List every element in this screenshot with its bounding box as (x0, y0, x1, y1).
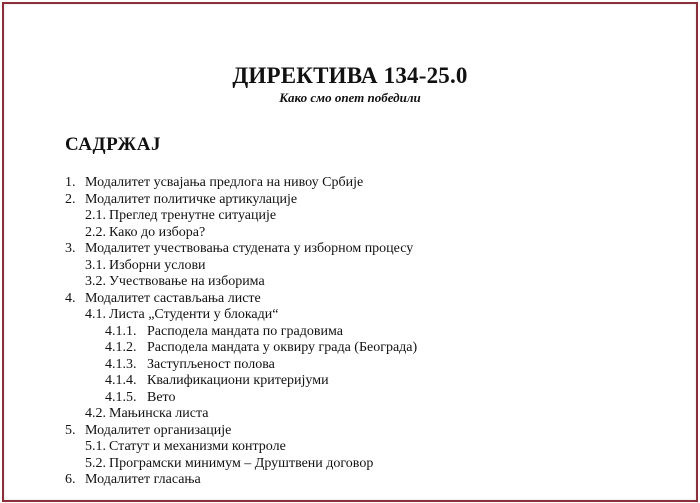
document-subtitle: Како смо опет победили (279, 90, 421, 105)
toc-item[interactable] (4, 307, 696, 324)
document-title: ДИРЕКТИВА 134-25.0 (232, 63, 468, 88)
toc-item[interactable] (4, 406, 696, 423)
toc-item[interactable] (4, 439, 696, 456)
toc-item-text: Како до избора? (109, 224, 206, 240)
toc-item-number: 4.1.5. (105, 389, 137, 405)
table-of-contents (4, 175, 696, 489)
toc-item-text: Модалитет политичке артикулације (85, 191, 298, 207)
toc-item-text: Расподела мандата по градовима (147, 323, 343, 339)
toc-item-number: 5.1. (85, 439, 106, 454)
toc-item-number: 4.1.1. (105, 323, 137, 339)
toc-item-number: 4.1.2. (105, 340, 137, 355)
toc-item-number: 3.1. (85, 257, 106, 273)
toc-item-number: 4.1.3. (105, 356, 137, 372)
toc-item-text: Модалитет усвајања предлога на нивоу Србије (85, 175, 364, 190)
toc-item[interactable] (4, 274, 696, 291)
toc-item-text: Програмски минимум – Друштвени договор (109, 455, 374, 471)
toc-item-number: 2. (65, 191, 76, 207)
toc-item[interactable] (4, 241, 696, 258)
toc-item[interactable] (4, 175, 696, 192)
toc-item-text: Преглед тренутне ситуације (109, 208, 277, 223)
toc-item[interactable] (4, 324, 696, 341)
toc-item[interactable] (4, 291, 696, 308)
toc-item[interactable] (4, 340, 696, 357)
toc-item-number: 3.2. (85, 274, 106, 289)
toc-item[interactable] (4, 390, 696, 407)
toc-item[interactable] (4, 456, 696, 473)
toc-heading: САДРЖАЈ (65, 134, 162, 155)
toc-item-number: 4.2. (85, 406, 106, 421)
toc-item-text: Изборни услови (109, 257, 206, 273)
toc-item-number: 5. (65, 422, 76, 438)
toc-item[interactable] (4, 225, 696, 242)
toc-item-number: 4. (65, 290, 76, 306)
toc-item-text: Мањинска листа (109, 406, 209, 421)
toc-item[interactable] (4, 192, 696, 209)
toc-item[interactable] (4, 472, 696, 489)
toc-item[interactable] (4, 373, 696, 390)
toc-item-text: Расподела мандата у оквиру града (Београда) (147, 340, 418, 355)
toc-item-text: Заступљеност полова (147, 356, 275, 372)
toc-item-text: Учествовање на изборима (109, 274, 265, 289)
toc-item[interactable] (4, 357, 696, 374)
toc-item-number: 5.2. (85, 455, 106, 471)
toc-item[interactable] (4, 208, 696, 225)
toc-item-number: 6. (65, 472, 76, 487)
toc-item-text: Модалитет учествовања студената у изборном процесу (85, 241, 414, 256)
toc-item-number: 2.2. (85, 224, 106, 240)
document-frame (2, 2, 698, 502)
toc-item[interactable] (4, 423, 696, 440)
toc-item[interactable] (4, 258, 696, 275)
toc-item-number: 4.1. (85, 307, 106, 322)
toc-item-number: 4.1.4. (105, 373, 137, 388)
toc-item-text: Модалитет организације (85, 422, 232, 438)
toc-item-text: Листа „Студенти у блокади“ (109, 307, 279, 322)
document-page (4, 4, 696, 500)
toc-item-text: Статут и механизми контроле (109, 439, 286, 454)
toc-item-text: Квалификациони критеријуми (147, 373, 329, 388)
toc-item-text: Модалитет гласања (85, 472, 201, 487)
toc-item-text: Модалитет састављања листе (85, 290, 261, 306)
toc-item-number: 1. (65, 175, 76, 190)
toc-item-number: 2.1. (85, 208, 106, 223)
toc-item-number: 3. (65, 241, 76, 256)
toc-item-text: Вето (147, 389, 176, 405)
